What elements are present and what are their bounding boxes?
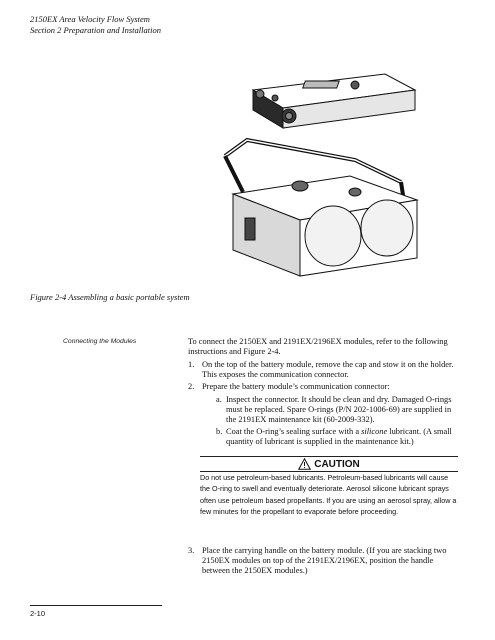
substep-a: [202, 395, 460, 426]
footer-rule: [30, 605, 162, 606]
header-product: 2150EX Area Velocity Flow System: [30, 14, 150, 24]
caution-banner: [200, 456, 458, 472]
caution-label: CAUTION: [314, 458, 360, 470]
step-text: On the top of the battery module, remove the cap and stow it on the holder. This exposes the communication connector.: [202, 360, 454, 380]
warning-triangle-icon: [298, 458, 311, 470]
carrying-handle: [225, 140, 401, 182]
caution-text: Do not use petroleum-based lubricants. Petroleum-based lubricants will cause the O-ring to swell and eventually deteriorate. Aerosol silicone lubricant sprays often use petroleum based propellants. If you are using an aerosol spray, allow a few minutes for the propellant to evaporate before proceeding.: [200, 473, 457, 517]
substep-letter: b.: [216, 427, 223, 437]
substep-text: Inspect the connector. It should be clean and dry. Damaged O-rings must be replaced. Spare O-rings (P/N 202-1006-69) are supplied in the 2191EX maintenance kit (60-2009-332).: [226, 394, 452, 425]
step-3: [188, 546, 460, 579]
step-text: Prepare the battery module’s communication connector:: [202, 382, 390, 392]
figure-caption: Figure 2-4 Assembling a basic portable system: [30, 292, 190, 302]
step-number: 3.: [188, 546, 195, 555]
intro-paragraph: To connect the 2150EX and 2191EX/2196EX modules, refer to the following instructions and Figure 2-4.: [188, 337, 448, 357]
substep-text: Coat the O-ring’s sealing surface with a: [226, 427, 362, 437]
substep-text-rest: lubricant. (A small quantity of lubricant is supplied in the maintenance kit.): [226, 427, 452, 447]
assembly-illustration: [205, 68, 420, 278]
substep-letter: a.: [216, 394, 222, 404]
step-number: 1.: [188, 360, 195, 369]
substep-emphasis: silicone: [361, 427, 388, 437]
step-1: [188, 360, 460, 380]
step-text: Place the carrying handle on the battery module. (If you are stacking two 2150EX modules on top of the 2191EX/2196EX, position the handle between the 2150EX modules.): [202, 546, 447, 576]
running-head: [30, 14, 450, 36]
substep-b: [202, 427, 460, 447]
section-side-heading: Connecting the Modules: [63, 338, 137, 345]
header-section: Section 2 Preparation and Installation: [30, 25, 161, 35]
instruction-list: [188, 360, 460, 450]
step-number: 2.: [188, 382, 195, 392]
page-number: 2-10: [30, 609, 46, 618]
step-2: [188, 382, 460, 447]
